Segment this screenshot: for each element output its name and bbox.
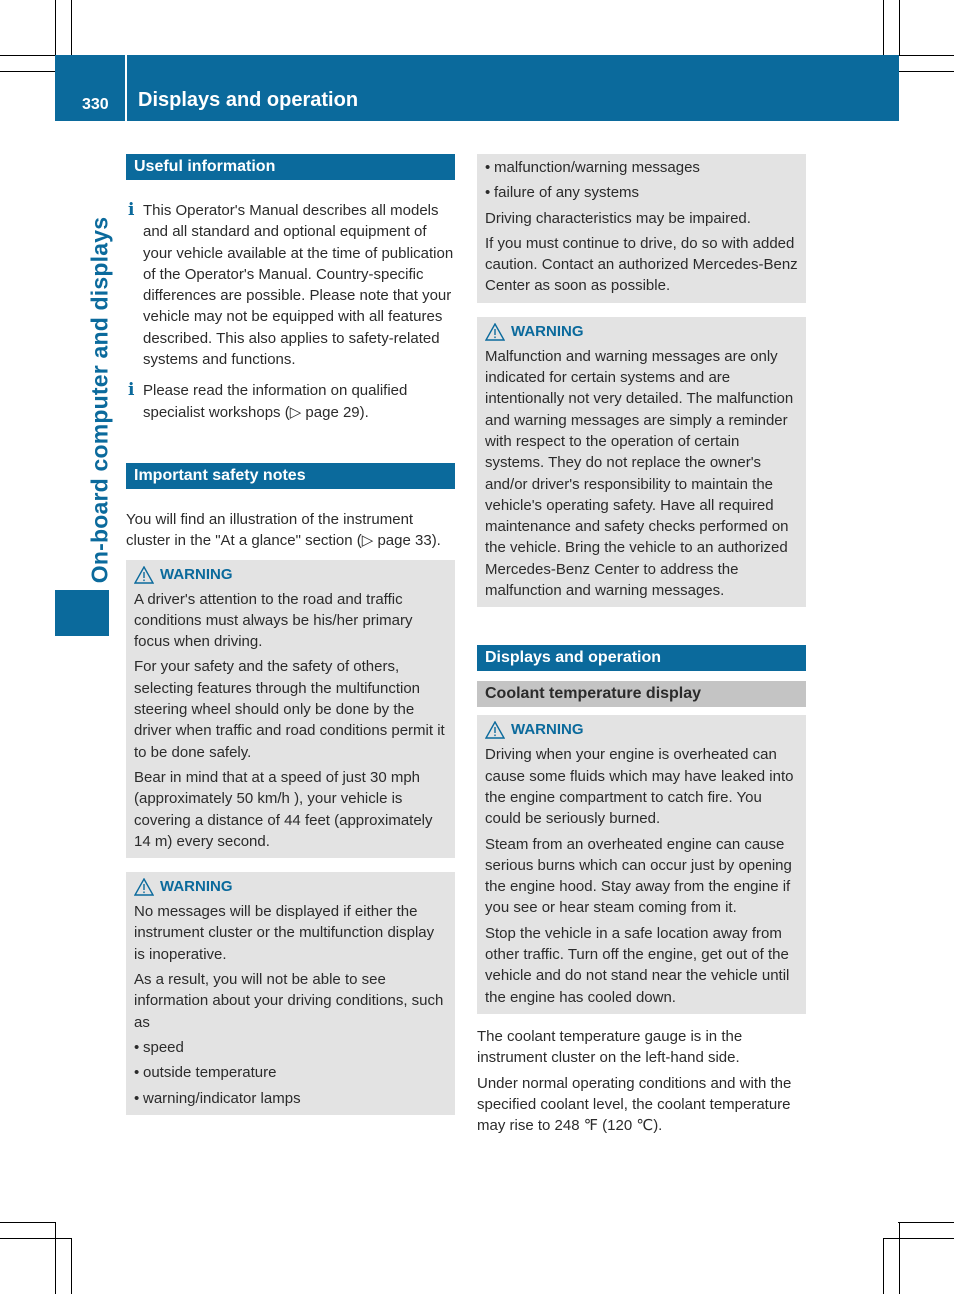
info-icon: i xyxy=(128,200,135,220)
left-column xyxy=(126,154,455,1115)
crop-mark xyxy=(899,1222,900,1294)
warning-heading xyxy=(485,320,798,344)
section-heading-displays: Displays and operation xyxy=(477,645,806,671)
warning-paragraph: For your safety and the safety of others, selecting features through the multifunction steering wheel should only be done by the driver when traffic and road conditions permit it to be done safely. xyxy=(134,658,445,761)
crop-mark xyxy=(899,0,900,56)
info-note xyxy=(126,200,455,370)
bullet-item: • speed xyxy=(134,1037,447,1058)
crop-mark xyxy=(883,1238,884,1294)
crop-mark xyxy=(883,1238,954,1239)
warning-paragraph: Steam from an overheated engine can cause serious burns which can occur just by opening the engine hood. Stay away from the engine if you see or hear steam coming from it. xyxy=(485,835,792,917)
info-text: Please read the information on qualified specialist workshops (▷ page 29). xyxy=(143,382,408,421)
warning-heading xyxy=(134,563,447,587)
right-column xyxy=(477,154,806,1140)
header-separator xyxy=(125,55,127,121)
warning-box xyxy=(477,715,806,1014)
bullet-item: • outside temperature xyxy=(134,1062,447,1083)
warning-heading xyxy=(134,875,447,899)
warning-label: WARNING xyxy=(511,322,584,340)
warning-label: WARNING xyxy=(160,878,233,896)
info-icon: i xyxy=(128,380,135,401)
crop-mark xyxy=(0,1222,56,1223)
warning-paragraph: Bear in mind that at a speed of just 30 mph (approximately 50 km/h ), your vehicle is covering a distance of 44 feet (approximately 14 m) every second. xyxy=(134,768,433,850)
section-heading-useful: Useful information xyxy=(126,154,455,180)
warning-triangle-icon xyxy=(485,323,505,341)
warning-box xyxy=(126,872,455,1115)
warning-paragraph: A driver's attention to the road and traffic conditions must always be his/her primary focus when driving. xyxy=(134,590,413,651)
crop-mark xyxy=(0,71,56,72)
crop-mark xyxy=(898,1222,954,1223)
crop-mark xyxy=(883,0,884,56)
crop-mark xyxy=(898,71,954,72)
page-title: Displays and operation xyxy=(138,89,359,111)
crop-mark xyxy=(71,0,72,56)
warning-paragraph: Driving when your engine is overheated can cause some fluids which may have leaked into the engine compartment to catch fire. You could be seriously burned. xyxy=(485,746,794,828)
crop-mark xyxy=(55,0,56,56)
bullet-item: • malfunction/warning messages xyxy=(485,157,798,178)
crop-mark xyxy=(0,1238,72,1239)
warning-paragraph: If you must continue to drive, do so with added caution. Contact an authorized Mercedes-Benz Center as soon as possible. xyxy=(485,234,798,295)
safety-intro: You will find an illustration of the instrument cluster in the "At a glance" section (▷ page 33). xyxy=(126,510,441,550)
warning-paragraph: As a result, you will not be able to see information about your driving conditions, such as xyxy=(134,971,444,1031)
warning-triangle-icon xyxy=(485,721,505,739)
warning-paragraph: No messages will be displayed if either the instrument cluster or the multifunction display is inoperative. xyxy=(134,903,435,963)
bullet-item: • failure of any systems xyxy=(485,182,798,203)
warning-paragraph: Driving characteristics may be impaired. xyxy=(485,209,751,227)
chapter-title-text: On-board computer and displays xyxy=(86,216,113,584)
crop-mark xyxy=(71,1238,72,1294)
body-paragraph: Under normal operating conditions and with the specified coolant level, the coolant temperature may rise to 248 ℉ (120 ℃). xyxy=(477,1074,792,1135)
bullet-item: • warning/indicator lamps xyxy=(134,1088,447,1109)
crop-mark xyxy=(898,55,954,56)
info-note xyxy=(126,380,455,423)
subsection-heading-coolant: Coolant temperature display xyxy=(477,681,806,707)
warning-box xyxy=(477,317,806,608)
warning-triangle-icon xyxy=(134,878,154,896)
crop-mark xyxy=(0,55,56,56)
warning-heading xyxy=(485,718,798,742)
warning-box xyxy=(126,560,455,859)
warning-paragraph: Stop the vehicle in a safe location away from other traffic. Turn off the engine, get out of the vehicle and do not stand near the vehicle until the engine has cooled down. xyxy=(485,924,790,1006)
warning-paragraph: Malfunction and warning messages are only indicated for certain systems and are intentionally not very detailed. The malfunction and warning messages are simply a reminder with respect to the operation of certain systems. They do not replace the owner's and/or driver's responsibility to maintain the vehicle's operating safety. Have all required maintenance and safety checks performed on the vehicle. Bring the vehicle to an authorized Mercedes-Benz Center to address the malfunction and warning messages. xyxy=(485,347,794,600)
warning-label: WARNING xyxy=(511,721,584,739)
body-paragraph: The coolant temperature gauge is in the instrument cluster on the left-hand side. xyxy=(477,1027,743,1067)
info-text: This Operator's Manual describes all models and all standard and optional equipment of your vehicle available at the time of publication of the Operator's Manual. Country-specific differences are possible. Please note that your vehicle may not be equipped with all features described. This also applies to safety-related systems and functions. xyxy=(143,202,454,369)
section-heading-safety: Important safety notes xyxy=(126,463,455,489)
warning-continuation-box xyxy=(477,154,806,303)
crop-mark xyxy=(55,1222,56,1294)
warning-label: WARNING xyxy=(160,565,233,583)
page-number: 330 xyxy=(82,96,109,113)
side-tab-marker xyxy=(55,590,109,636)
warning-triangle-icon xyxy=(134,566,154,584)
